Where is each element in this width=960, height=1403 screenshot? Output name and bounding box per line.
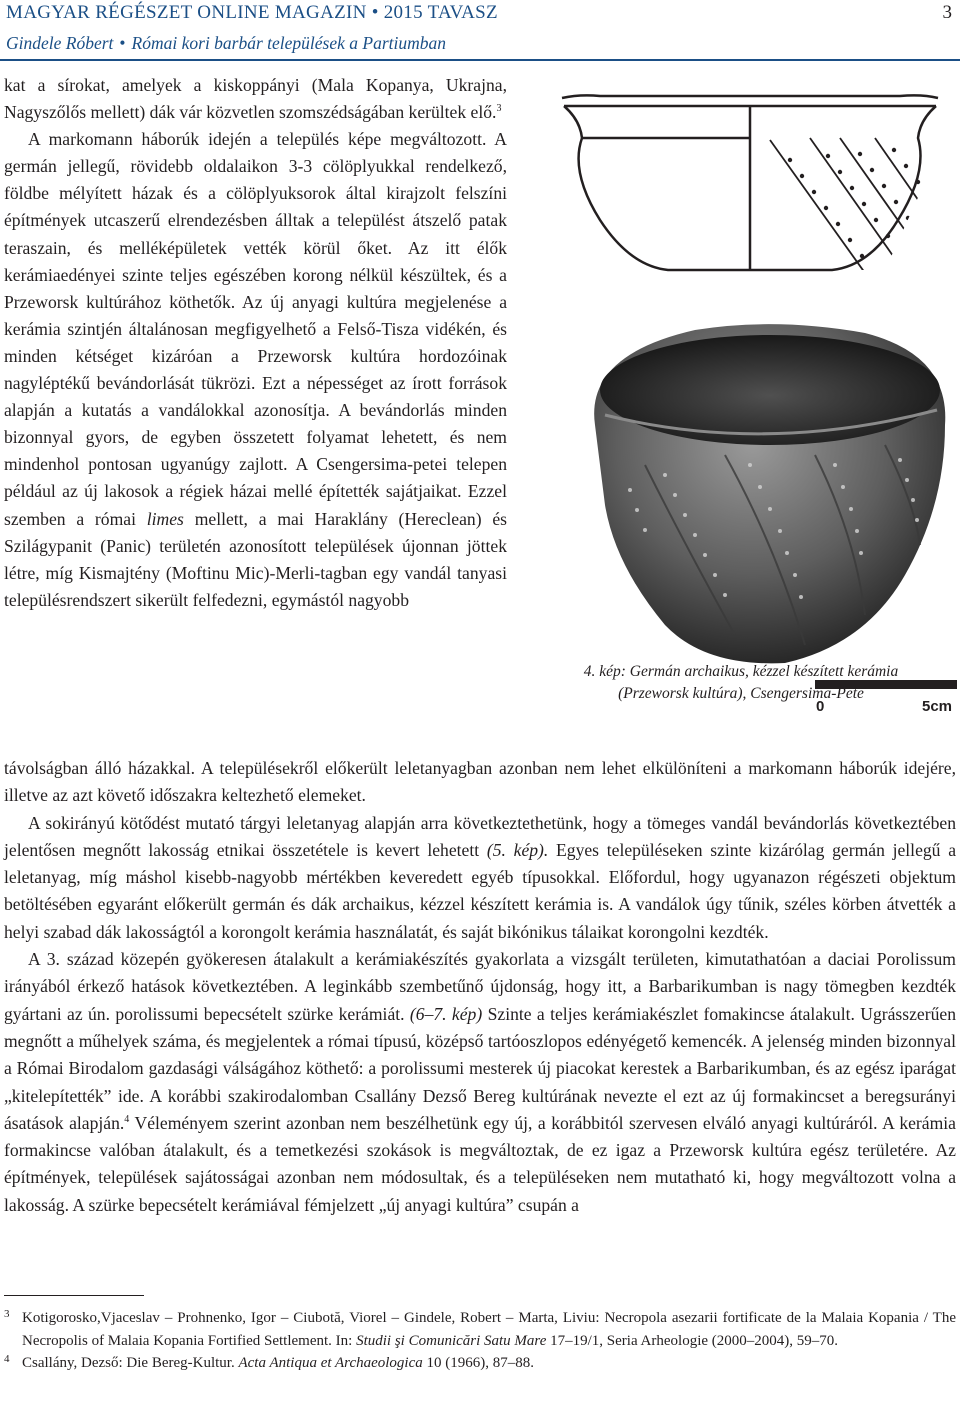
article-subtitle xyxy=(6,33,446,54)
fn4-text-a: Csallány, Dezső: Die Bereg-Kultur. xyxy=(22,1355,235,1372)
magazine-header: MAGYAR RÉGÉSZET ONLINE MAGAZIN • 2015 TAVASZ xyxy=(6,2,498,23)
paragraph-4 xyxy=(4,946,956,1219)
fn3-journal: Studii şi Comunicări Satu Mare xyxy=(356,1332,547,1349)
footnote-ref-3[interactable]: 3 xyxy=(496,103,502,115)
left-column-text xyxy=(4,72,507,614)
vessel-photo xyxy=(575,315,955,675)
footnote-ref-4[interactable]: 4 xyxy=(124,1114,130,1125)
separator-dot: • xyxy=(119,33,126,53)
scale-five-label: 5cm xyxy=(922,698,953,715)
footnotes xyxy=(4,1307,956,1375)
paragraph-3 xyxy=(4,810,956,946)
full-width-text xyxy=(4,755,956,1219)
p2-text-b: mellett, a mai Haraklány (Hereclean) és Szilágypanit (Panic) területén azonosított települések újonnan jöttek létre, míg Kismajtény (Moftinu Mic)-Merli-tagban egy vandál tanyasi településrendszert sikerült felfedezni, egymástól nagyobb xyxy=(4,508,508,610)
paragraph-2-continued: távolságban álló házakkal. A településekről előkerült leletanyagban azonban nem lehet elkülöníteni a markomann háborúk idejére, illetve az azt követő időszakra keltezhető elemeket. xyxy=(4,758,956,806)
paragraph-1 xyxy=(4,72,507,126)
p1-text: kat a sírokat, amelyek a kiskoppányi (Mala Kopanya, Ukrajna, Nagyszőlős mellett) dák vár közvetlen szomszédságában kerültek elő. xyxy=(4,75,507,123)
author-name: Gindele Róbert xyxy=(6,33,114,53)
fn3-text-b: 17–19/1, Seria Arheologie (2000–2004), 59–70. xyxy=(550,1332,839,1349)
fn4-text-b: 10 (1966), 87–88. xyxy=(426,1355,535,1372)
footnote-4-number: 4 xyxy=(4,1353,10,1366)
p2-limes: limes xyxy=(146,508,184,529)
figure-ref-6-7[interactable]: (6–7. kép) xyxy=(409,1003,483,1024)
vessel-drawing xyxy=(540,80,960,290)
footnote-3 xyxy=(4,1307,956,1352)
p2-text-a: A markomann háborúk idején a település képe megváltozott. A germán jellegű, rövidebb oldalaikon 3-3 cölöplyukkal rendelkező, földbe mélyített házak és a cölöplyuksorok által kirajzolt felszíni építmények utcaszerű elrendezésben álltak a települést átszelő patak teraszain, és melléképületek vették körül őket. Az itt élők kerámiaedényei szinte teljes egészében korong nélkül készültek, és a Przeworsk kultúrához köthetők. Az új anyagi kultúra megjelenése a kerámia szintjén általánosan megfigyelhető a Felső-Tisza vidékén, és minden kétséget kizáróan a Przeworsk kultúra hordozóinak nagyléptékű bevándorlását tükrözi. Ezt a népességet az írott források alapján a kutatás a vandálokkal azonosítja. A bevándorlás minden bizonnyal gyors, de egyben összetett folyamat lehetett, és nem mindenhol pontosan ugyanúgy zajlott. A Csengersima-petei telepen például az új lakosok a régiek házai mellé építették sajátjaikat. Ezzel szemben a római xyxy=(4,129,507,529)
figure-ref-5[interactable]: (5. kép). xyxy=(486,839,549,860)
fn3-text-a: Kotigorosko,Vjaceslav – Prohnenko, Igor – Ciubotă, Viorel – Gindele, Robert – Marta, Liviu: Necropola asezarii fortificate de la Malaia Kopania / The Necropolis of Malaia Kopania Fortified Settlement. In: xyxy=(22,1310,956,1349)
footnote-3-number: 3 xyxy=(4,1308,10,1320)
fn4-journal: Acta Antiqua et Archaeologica xyxy=(238,1355,423,1372)
p3-text-a: A sokirányú kötődést mutató tárgyi leletanyag alapján arra következtethetünk, hogy a tömeges vandál bevándorlás következtében jelentősen megnőtt lakosság etnikai összetétele is kevert lehetett xyxy=(4,812,956,860)
p4-text-a: A 3. század közepén gyökeresen átalakult a kerámiakészítés gyakorlata a vizsgált területen, kimutathatóan a daciai Porolissum irányából érkező hatások következtében. A leginkább szembetűnő újdonság, hogy itt, a Barbarikumban is nagy tömegben kezdték gyártani az ún. porolissumi bepecsételt szürke kerámiát. xyxy=(4,949,956,1024)
p4-text-c: Véleményem szerint azonban nem beszélhetünk egy új, a korábbitól szervesen elváló anyagi kultúráról. A kerámia formakincse valóban átalakult, és a temetkezési szokások is megváltoztak, de ez igaz a Przeworsk kultúra egész területére. Az építmények, települések sajátosságai azonban nem módosultak, és a településeken nem mutatható ki, hogy megváltozott volna a lakosság. A szürke bepecsételt kerámiával fémjelzett „új anyagi kultúra” csupán a xyxy=(4,1112,956,1215)
caption-line-1: 4. kép: Germán archaikus, kézzel készített kerámia xyxy=(583,663,899,680)
footnote-divider xyxy=(4,1295,144,1296)
p4-text-b: Szinte a teljes kerámiakészlet fomakincse átalakult. Ugrásszerűen megnőtt a műhelyek száma, és megjelentek a római típusú, középső tartóoszlopos edényégető kemencék. A jelenség minden bizonnyal a Római Birodalom gazdasági válságához köthető: a porolissumi mesterek új piacokat kerestek a Barbarikumban, és az egész iparágat „kitelepítették” ide. A korábbi szakirodalomban Csallány Dezső Bereg kultúrának nevezte el ezt az új formakincset a beregsurányi ásatások alapján. xyxy=(4,1003,957,1133)
p3-text-b: Egyes településeken szinte kizárólag germán jellegű a leletanyag, míg máshol kisebb-nagyobb mértékben keveredett egyéb típusokkal. Előfordul, hogy ugyanazon régészeti objektum betöltésében egyaránt előkerült germán és dák archaikus, kézzel készített kerámia is. A vandálok úgy tűnik, széles körben átvették a helyi szabad dák lakosságtól a korongolt kerámia használatát, és saját bikónikus tálaikat korongolni kezdték. xyxy=(4,839,956,942)
page-number: 3 xyxy=(942,2,952,23)
article-title: Római kori barbár települések a Partiumban xyxy=(131,33,447,53)
scale-zero-label: 0 xyxy=(816,698,825,715)
header-divider xyxy=(0,59,960,61)
caption-line-2: (Przeworsk kultúra), Csengersima-Pete xyxy=(618,685,864,702)
figure-caption xyxy=(526,661,956,705)
footnote-4 xyxy=(4,1352,956,1375)
paragraph-2 xyxy=(4,126,507,614)
